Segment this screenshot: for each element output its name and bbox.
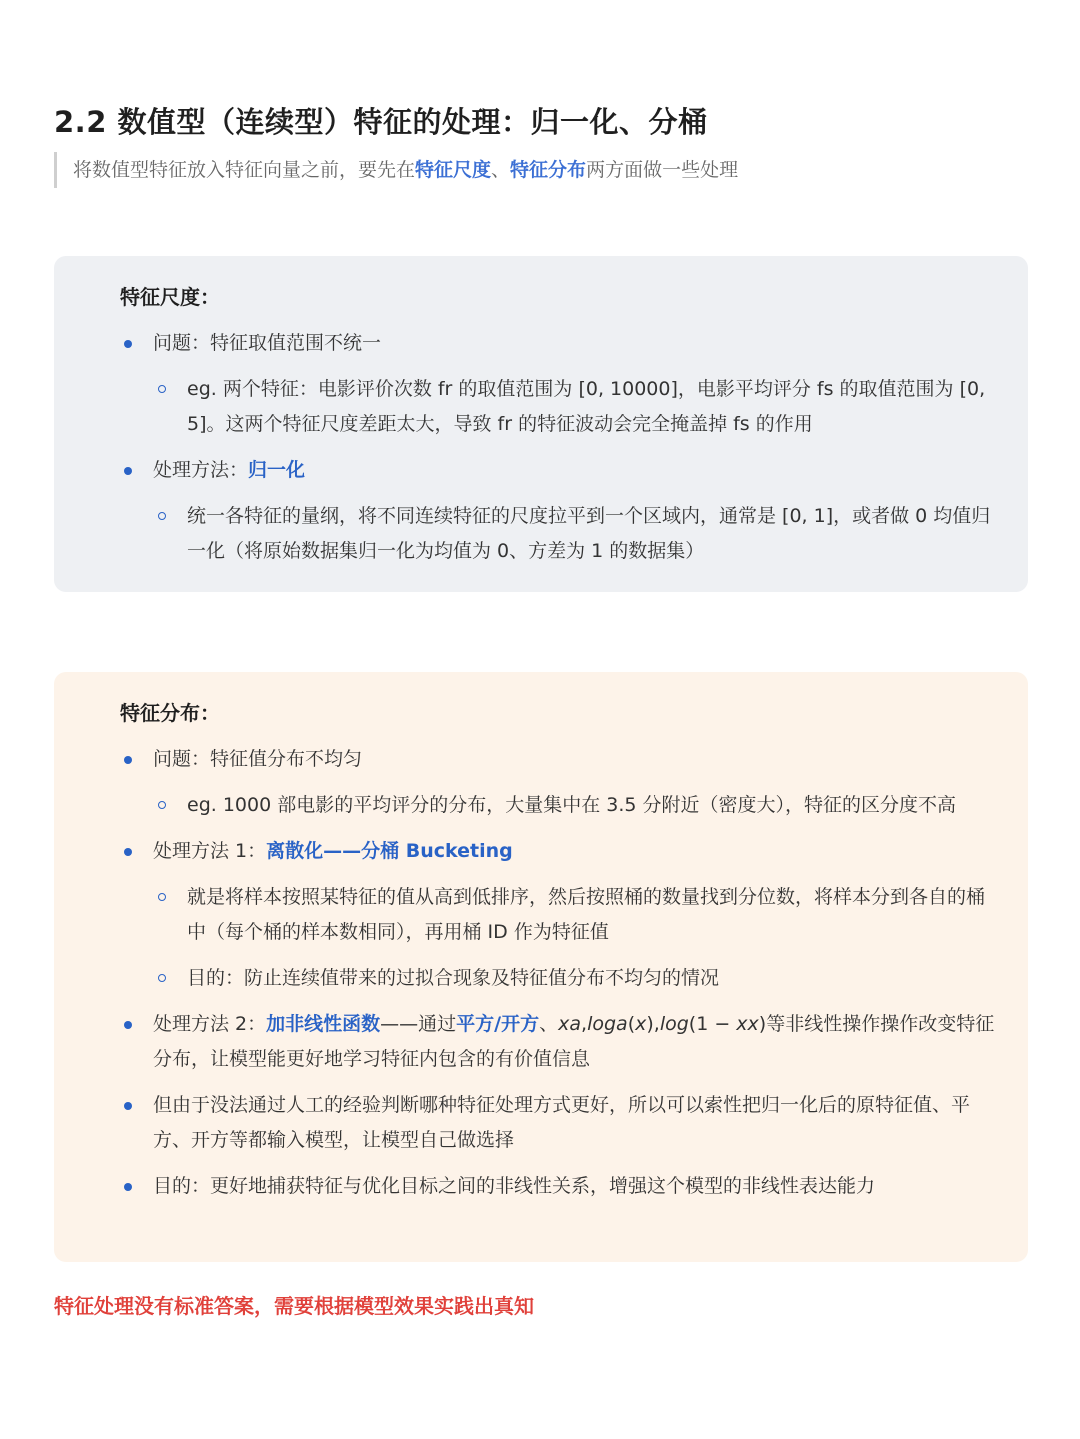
- bullet-dot-icon: [124, 467, 132, 475]
- bullet-circle-icon: [158, 512, 166, 520]
- list-item: [120, 742, 998, 777]
- bullet-dot-icon: [124, 1183, 132, 1191]
- intro-quote: [54, 152, 738, 188]
- formula-loga: loga: [587, 1013, 628, 1035]
- list-item: [120, 834, 998, 869]
- card-heading-distribution: 特征分布：: [120, 701, 220, 725]
- feature-distribution-card: [54, 672, 1028, 1262]
- intro-suffix: 两方面做一些处理: [586, 159, 739, 181]
- bullet-circle-icon: [158, 893, 166, 901]
- method-description: 统一各特征的量纲，将不同连续特征的尺度拉平到一个区域内，通常是 [0, 1]，或者做 0 均值归一化（将原始数据集归一化为均值为 0、方差为 1 的数据集）: [187, 505, 991, 562]
- bullet-dot-icon: [124, 848, 132, 856]
- intro-highlight-scale: 特征尺度: [415, 159, 492, 181]
- formula-xa: xa: [558, 1013, 582, 1035]
- method-separator: 、: [539, 1013, 559, 1035]
- bullet-circle-icon: [158, 974, 166, 982]
- card-heading-scale: 特征尺度：: [120, 285, 220, 309]
- intro-highlight-distribution: 特征分布: [510, 159, 587, 181]
- bullet-dot-icon: [124, 1021, 132, 1029]
- goal-text: 目的：更好地捕获特征与优化目标之间的非线性关系，增强这个模型的非线性表达能力: [153, 1175, 876, 1197]
- method-highlight: 归一化: [248, 459, 306, 481]
- method-goal: 目的：防止连续值带来的过拟合现象及特征值分布不均匀的情况: [187, 967, 720, 989]
- problem-text: 问题：特征取值范围不统一: [153, 332, 382, 354]
- method-label: 处理方法：: [153, 459, 249, 481]
- bullet-dot-icon: [124, 756, 132, 764]
- sub-list-item: [120, 961, 998, 996]
- method-highlight-square: 平方/开方: [456, 1013, 540, 1035]
- sub-list-item: [120, 372, 998, 442]
- formula-log: log: [659, 1013, 689, 1035]
- intro-text: 将数值型特征放入特征向量之前，要先在: [73, 159, 416, 181]
- list-item: [120, 1169, 998, 1204]
- conclusion-text: 特征处理没有标准答案，需要根据模型效果实践出真知: [54, 1294, 534, 1318]
- note-text: 但由于没法通过人工的经验判断哪种特征处理方式更好，所以可以索性把归一化后的原特征值、平方、开方等都输入模型，让模型自己做选择: [153, 1094, 971, 1151]
- formula-comma: ,: [581, 1013, 588, 1035]
- bullet-circle-icon: [158, 385, 166, 393]
- sub-list-item: [120, 788, 998, 823]
- list-item: [120, 326, 998, 361]
- method-highlight: 离散化——分桶 Bucketing: [266, 840, 513, 862]
- bullet-circle-icon: [158, 801, 166, 809]
- list-item: [120, 1088, 998, 1158]
- bullet-dot-icon: [124, 1102, 132, 1110]
- method-description: 就是将样本按照某特征的值从高到低排序，然后按照桶的数量找到分位数，将样本分到各自的桶中（每个桶的样本数相同），再用桶 ID 作为特征值: [187, 886, 986, 943]
- formula-end: ): [758, 1013, 767, 1035]
- example-text: eg. 1000 部电影的平均评分的分布，大量集中在 3.5 分附近（密度大），特征的区分度不高: [187, 794, 957, 816]
- bullet-dot-icon: [124, 340, 132, 348]
- list-item: [120, 1007, 998, 1077]
- problem-text: 问题：特征值分布不均匀: [153, 748, 363, 770]
- list-item: [120, 453, 998, 488]
- formula-paren-open: (: [627, 1013, 636, 1035]
- section-title: 2.2 数值型（连续型）特征的处理：归一化、分桶: [54, 105, 708, 139]
- method-highlight: 加非线性函数: [266, 1013, 381, 1035]
- method-description: 等非线性操作操作改变特征分布，让模型能更好地学习特征内包含的有价值信息: [153, 1013, 995, 1070]
- example-text: eg. 两个特征：电影评价次数 fr 的取值范围为 [0, 10000]，电影平均评分 fs 的取值范围为 [0, 5]。这两个特征尺度差距太大，导致 fr 的特征波动会完全掩盖掉 fs 的作用: [187, 378, 986, 435]
- method-label: 处理方法 2：: [153, 1013, 267, 1035]
- sub-list-item: [120, 499, 998, 569]
- formula-paren-close: ),: [646, 1013, 660, 1035]
- intro-separator: 、: [491, 159, 511, 181]
- formula-xx: xx: [736, 1013, 759, 1035]
- formula-one-minus: (1 −: [688, 1013, 737, 1035]
- method-label: 处理方法 1：: [153, 840, 267, 862]
- method-connector: ——通过: [380, 1013, 457, 1035]
- formula-x: x: [635, 1013, 647, 1035]
- feature-scale-card: [54, 256, 1028, 592]
- sub-list-item: [120, 880, 998, 950]
